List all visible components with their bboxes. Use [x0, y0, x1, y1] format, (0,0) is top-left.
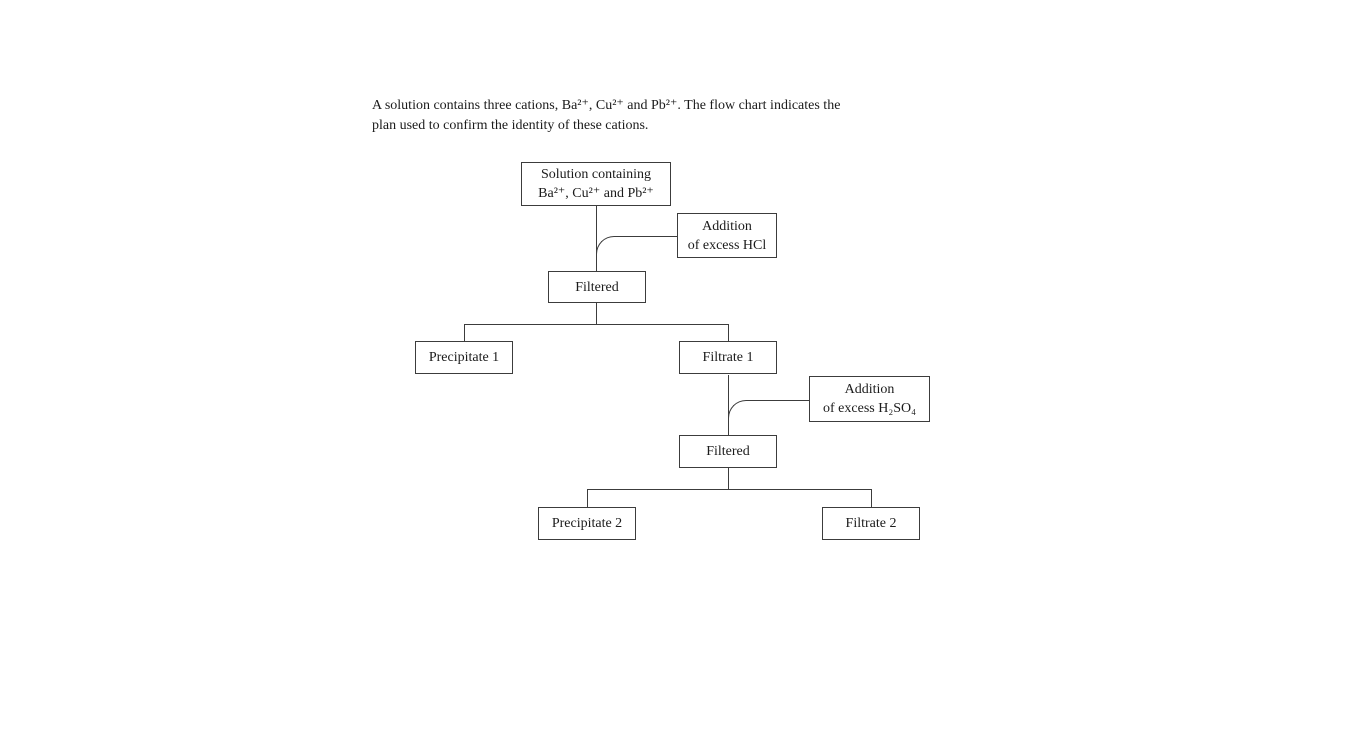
intro-line-2: plan used to confirm the identity of these cations. — [372, 117, 649, 133]
node-solution — [521, 162, 671, 206]
connector-filtered2-stem — [728, 468, 729, 489]
node-addition-hcl — [677, 213, 777, 258]
node-label-line: Filtered — [706, 444, 750, 459]
intro-line-1: A solution contains three cations, Ba²⁺, Cu²⁺ and Pb²⁺. The flow chart indicates the — [372, 98, 841, 113]
connector-filtered1-branch — [464, 324, 729, 342]
node-label-line: Filtrate 1 — [702, 350, 754, 365]
node-label-line: Filtered — [575, 279, 619, 295]
node-precipitate-2 — [538, 507, 636, 540]
node-label-line: of excess HCl — [687, 237, 767, 253]
connector-filtered2-branch — [587, 489, 872, 507]
connector-solution-to-filtered1 — [596, 206, 597, 271]
node-filtrate-2 — [822, 507, 920, 540]
node-addition-h2so4 — [809, 376, 930, 422]
node-filtered-1 — [548, 271, 646, 303]
node-filtrate-1 — [679, 341, 777, 374]
node-label-line: Addition — [844, 382, 895, 397]
node-label-line: Precipitate 2 — [551, 516, 623, 531]
node-label-line: Ba²⁺, Cu²⁺ and Pb²⁺ — [538, 186, 654, 201]
node-precipitate-1 — [415, 341, 513, 374]
node-label-line: Precipitate 1 — [428, 350, 500, 365]
connector-filtered1-stem — [596, 303, 597, 324]
connector-filtrate1-to-filtered2 — [728, 375, 729, 435]
node-filtered-2 — [679, 435, 777, 468]
node-label-line: Solution containing — [540, 167, 652, 182]
node-label-line: Addition — [702, 218, 752, 234]
node-label-line: Filtrate 2 — [845, 516, 897, 531]
connector-h2so4-join — [728, 400, 809, 421]
connector-hcl-join — [596, 236, 677, 256]
node-label-line: of excess H₂SO₄ — [823, 401, 916, 416]
